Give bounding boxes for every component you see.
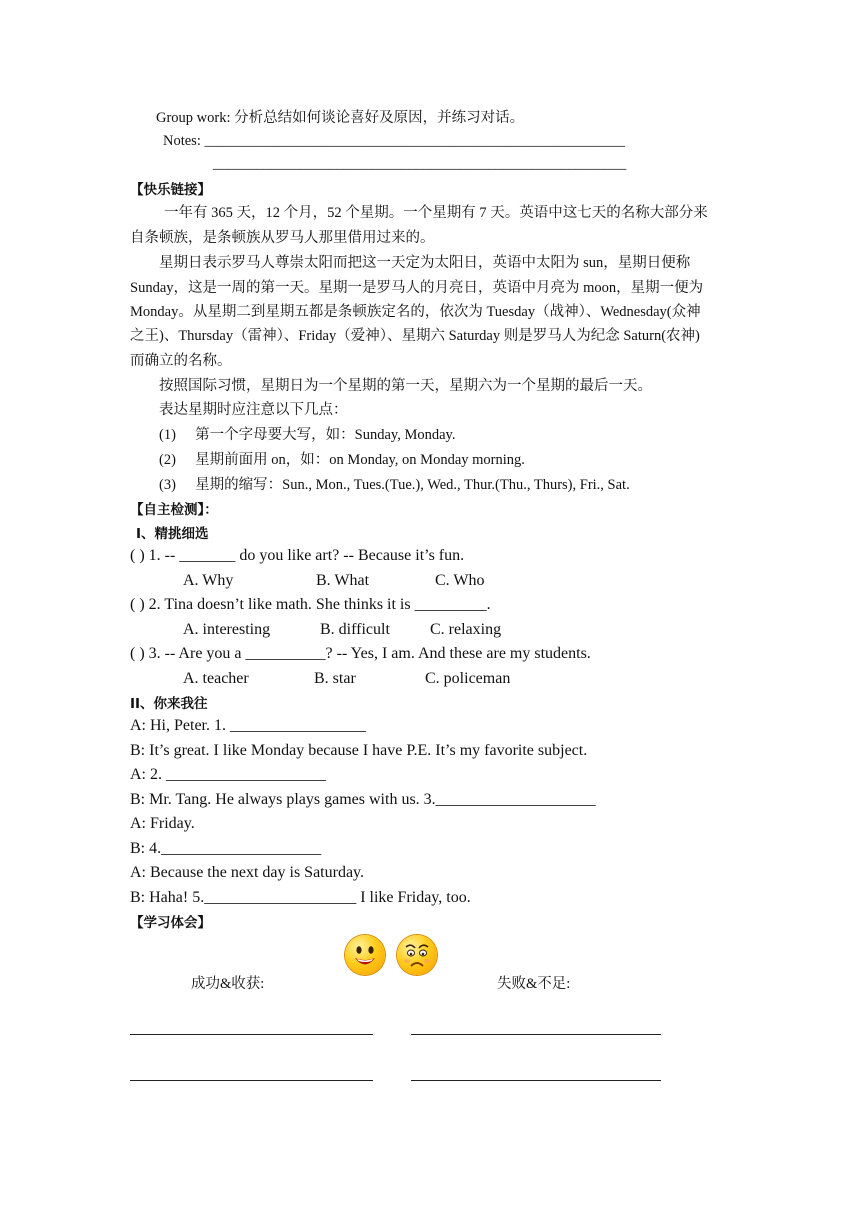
question-stem: ( ) 2. Tina doesn’t like math. She thinks it is _________. bbox=[130, 596, 491, 613]
point-item bbox=[159, 450, 525, 470]
happy-face-icon bbox=[345, 935, 385, 975]
group-work-text: Group work: 分析总结如何谈论喜好及原因，并练习对话。 bbox=[156, 110, 525, 126]
happy-link-p2d: 之王)、Thursday（雷神）、Friday（爱神）、星期六 Saturday 则是罗马人为纪念 Saturn(农神) bbox=[130, 328, 700, 344]
point-text: 星期的缩写：Sun., Mon., Tues.(Tue.), Wed., Thur.(Thu., Thurs), Fri., Sat. bbox=[195, 477, 630, 493]
happy-link-p3: 按照国际习惯，星期日为一个星期的第一天，星期六为一个星期的最后一天。 bbox=[159, 378, 652, 394]
option-a: A. teacher bbox=[183, 670, 249, 687]
option-b: B. What bbox=[316, 572, 370, 589]
question-stem: ( ) 3. -- Are you a __________? -- Yes, I am. And these are my students. bbox=[130, 645, 591, 662]
answer-line bbox=[130, 1034, 373, 1035]
answer-line bbox=[411, 1080, 661, 1081]
option-c: C. Who bbox=[435, 572, 485, 589]
point-item bbox=[159, 475, 630, 495]
dialogue-line: A: Because the next day is Saturday. bbox=[130, 864, 365, 881]
option-b: B. difficult bbox=[320, 621, 390, 638]
question-stem: ( ) 1. -- _______ do you like art? -- Because it’s fun. bbox=[130, 547, 465, 564]
option-a: A. Why bbox=[183, 572, 234, 589]
self-check-heading: 【自主检测】： bbox=[130, 502, 218, 518]
dialogue-line: A: Friday. bbox=[130, 815, 195, 832]
dialogue-line: A: Hi, Peter. 1. _________________ bbox=[130, 717, 366, 734]
option-a: A. interesting bbox=[183, 621, 271, 638]
happy-link-heading: 【快乐链接】 bbox=[130, 182, 211, 198]
point-number: (3) bbox=[159, 477, 176, 493]
reflection-heading: 【学习体会】 bbox=[130, 915, 211, 931]
point-item bbox=[159, 425, 456, 445]
notes-blank-1: __________________________________________________________ bbox=[204, 133, 625, 149]
happy-link-p2a: 星期日表示罗马人尊崇太阳而把这一天定为太阳日，英语中太阳为 sun，星期日便称 bbox=[159, 255, 691, 271]
dialogue-line: B: 4.____________________ bbox=[130, 840, 322, 857]
dialogue-line: B: It’s great. I like Monday because I have P.E. It’s my favorite subject. bbox=[130, 742, 588, 759]
notes-blank-2: _________________________________________________________ bbox=[213, 156, 627, 172]
point-number: (1) bbox=[159, 427, 176, 443]
happy-link-p1a: 一年有 365 天，12 个月，52 个星期。一个星期有 7 天。英语中这七天的名称大部分来 bbox=[164, 205, 708, 221]
failure-label: 失败&不足: bbox=[497, 976, 571, 992]
happy-link-p1b: 自条顿族，是条顿族从罗马人那里借用过来的。 bbox=[130, 230, 435, 246]
answer-line bbox=[411, 1034, 661, 1035]
happy-link-p2e: 而确立的名称。 bbox=[130, 353, 232, 369]
dialogue-line: B: Haha! 5.___________________ I like Friday, too. bbox=[130, 889, 471, 906]
part2-title: II、你来我往 bbox=[130, 696, 208, 712]
answer-line bbox=[130, 1080, 373, 1081]
option-c: C. relaxing bbox=[430, 621, 502, 638]
happy-link-p2c: Monday。从星期二到星期五都是条顿族定名的，依次为 Tuesday（战神）、Wednesday(众神 bbox=[130, 304, 701, 320]
option-b: B. star bbox=[314, 670, 356, 687]
point-number: (2) bbox=[159, 452, 176, 468]
part1-title: I、精挑细选 bbox=[136, 526, 209, 542]
notes-label: Notes: bbox=[163, 133, 205, 149]
success-label: 成功&收获: bbox=[191, 976, 265, 992]
happy-link-p4: 表达星期时应注意以下几点： bbox=[159, 402, 348, 418]
point-text: 第一个字母要大写，如：Sunday, Monday. bbox=[195, 427, 456, 443]
dialogue-line: B: Mr. Tang. He always plays games with us. 3.____________________ bbox=[130, 791, 596, 808]
notes-line-1 bbox=[163, 131, 625, 151]
point-text: 星期前面用 on，如：on Monday, on Monday morning. bbox=[195, 452, 525, 468]
dialogue-line: A: 2. ____________________ bbox=[130, 766, 326, 783]
happy-link-p2b: Sunday，这是一周的第一天。星期一是罗马人的月亮日，英语中月亮为 moon，星期一便为 bbox=[130, 280, 704, 296]
sad-face-icon bbox=[397, 935, 437, 975]
option-c: C. policeman bbox=[425, 670, 511, 687]
